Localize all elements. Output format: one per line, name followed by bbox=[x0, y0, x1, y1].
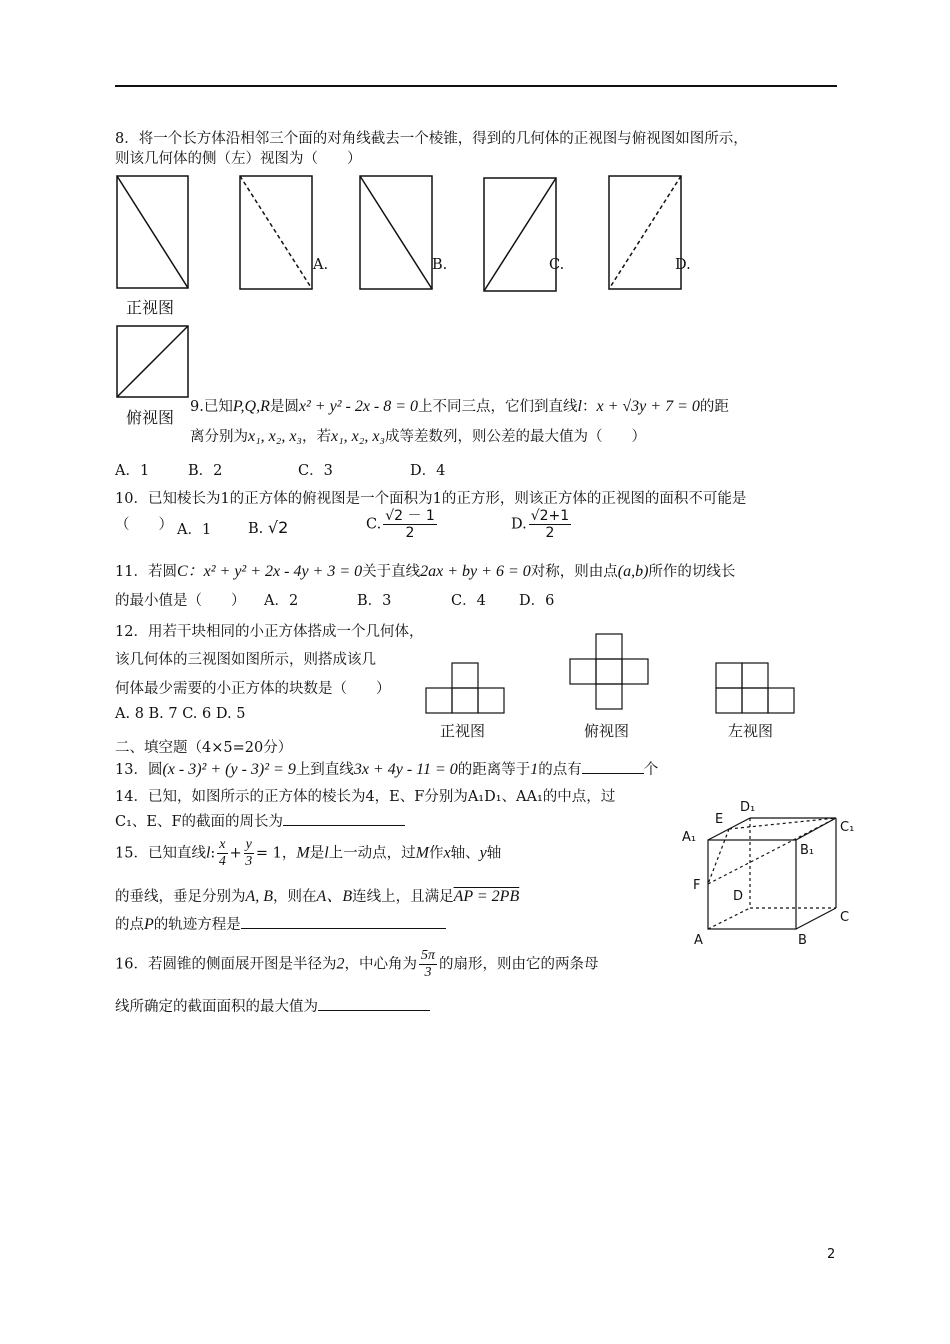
q15-line3: 的点P的轨迹方程是 bbox=[115, 913, 446, 934]
cube-label-c: C bbox=[840, 910, 850, 925]
q9-option-a: A．1 bbox=[115, 463, 150, 479]
q15-line2: 的垂线，垂足分别为A, B，则在A、B连线上，且满足AP = 2PB bbox=[115, 888, 520, 905]
top-view-label: 俯视图 bbox=[126, 408, 175, 427]
q8-line2: 则该几何体的侧（左）视图为（ ） bbox=[115, 151, 362, 167]
front-view-label: 正视图 bbox=[126, 298, 175, 317]
q8-line1: 8．将一个长方体沿相邻三个面的对角线截去一个棱锥，得到的几何体的正视图与俯视图如图所示， bbox=[115, 131, 748, 147]
cube-label-c1: C₁ bbox=[840, 820, 855, 835]
q9-option-d: D．4 bbox=[410, 463, 446, 479]
option-b-label: B. bbox=[432, 257, 448, 273]
q12-line1: 12．用若干块相同的小正方体搭成一个几何体， bbox=[115, 624, 424, 640]
cube-label-e: E bbox=[715, 812, 724, 827]
q11-option-a: A．2 bbox=[264, 593, 299, 609]
q16-line1: 16．若圆锥的侧面展开图是半径为2，中心角为 $\frac{5\pi}{3}$ 的扇形，则由它的两条母 bbox=[115, 948, 599, 980]
cube-label-d1: D₁ bbox=[740, 800, 756, 815]
q12-line3: 何体最少需要的小正方体的块数是（ ） bbox=[115, 681, 391, 697]
q10-option-d: D. $\frac{√2+1}{2}$ bbox=[511, 508, 570, 541]
option-a-label: A. bbox=[313, 257, 329, 273]
q11-option-d: D．6 bbox=[519, 593, 555, 609]
cube-label-a: A bbox=[694, 933, 703, 948]
q9-line2: 离分别为x₁, x₂, x₃，若x₁, x₂, x₃成等差数列，则公差的最大值为（ ） bbox=[190, 428, 646, 445]
q12-front-label: 正视图 bbox=[440, 722, 486, 740]
q10-option-a: A．1 bbox=[177, 522, 212, 538]
cube-label-b: B bbox=[798, 933, 807, 948]
q14-line1: 14．已知，如图所示的正方体的棱长为4，E、F分别为A₁D₁、AA₁的中点，过 bbox=[115, 789, 616, 805]
section-2-heading: 二、填空题（4×5=20分） bbox=[115, 740, 293, 756]
cube-label-a1: A₁ bbox=[682, 830, 697, 845]
q9-option-b: B．2 bbox=[188, 463, 223, 479]
cube-label-b1: B₁ bbox=[800, 843, 815, 858]
q11-option-c: C．4 bbox=[451, 593, 486, 609]
q10-line1: 10．已知棱长为1的正方体的俯视图是一个面积为1的正方形，则该正方体的正视图的面积不可能是 bbox=[115, 491, 747, 507]
page-number: 2 bbox=[827, 1247, 836, 1262]
cube-label-d: D bbox=[733, 889, 744, 904]
q9-line1: 9.已知P,Q,R是圆x² + y² - 2x - 8 = 0上不同三点，它们到直线l：x + √3y + 7 = 0的距 bbox=[190, 398, 729, 415]
q16-line2: 线所确定的截面面积的最大值为 bbox=[115, 995, 430, 1016]
option-d-label: D. bbox=[675, 257, 691, 273]
q12-line2: 该几何体的三视图如图所示，则搭成该几 bbox=[115, 652, 376, 668]
q12-top-label: 俯视图 bbox=[584, 722, 630, 740]
q15-line1: 15．已知直线l: $\frac{x}{4}$ + $\frac{y}{3}$ = 1，M是l上一动点，过M作x轴、y轴 bbox=[115, 837, 502, 869]
q11-option-b: B．3 bbox=[357, 593, 392, 609]
q12-options: A. 8 B. 7 C. 6 D. 5 bbox=[115, 706, 246, 722]
q11-line1: 11．若圆C：x² + y² + 2x - 4y + 3 = 0关于直线2ax + by + 6 = 0对称，则由点(a,b)所作的切线长 bbox=[115, 563, 736, 580]
q9-option-c: C．3 bbox=[298, 463, 333, 479]
q10-option-b: B. √2 bbox=[248, 518, 289, 537]
q10-option-c: C. $\frac{√2 - 1}{2}$ bbox=[366, 508, 435, 541]
option-c-label: C. bbox=[549, 257, 565, 273]
q10-paren: （ ） bbox=[115, 517, 173, 533]
q12-left-label: 左视图 bbox=[728, 722, 774, 740]
q11-line2: 的最小值是（ ） bbox=[115, 593, 246, 609]
q14-line2: C₁、E、F的截面的周长为 bbox=[115, 810, 405, 831]
q13-line: 13．圆(x - 3)² + (y - 3)² = 9上到直线3x + 4y - 11 = 0的距离等于1的点有 个 bbox=[115, 761, 659, 778]
cube-label-f: F bbox=[693, 878, 701, 893]
